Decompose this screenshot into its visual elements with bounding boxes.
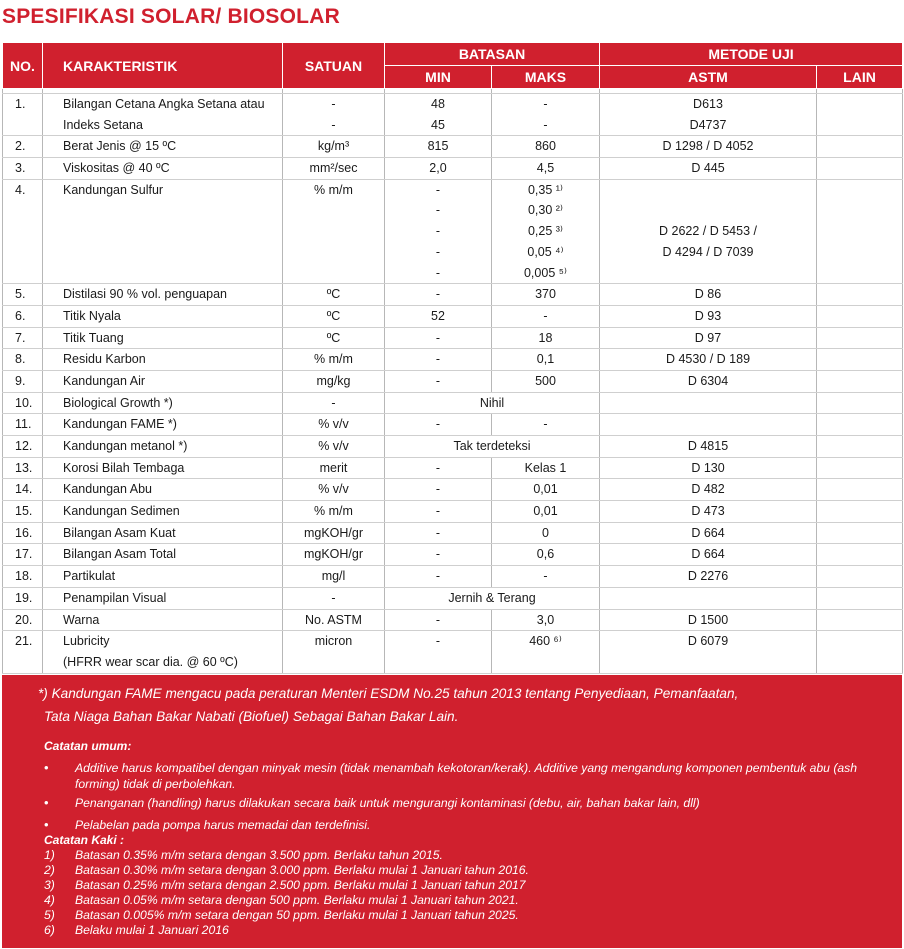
karakteristik-cell: Kandungan Air [43, 370, 283, 392]
header-astm: ASTM [600, 66, 817, 89]
spec-row [3, 544, 903, 566]
karakteristik-cell: Distilasi 90 % vol. penguapan [43, 284, 283, 306]
astm-cell: D 4530 / D 189 [600, 349, 817, 371]
general-note-item: • Additive harus kompatibel dengan minyak mesin (tidak menambah kekotoran/kerak). Additive yang mengandung komponen pembentuk abu (ash forming) tidak di perbolehkan. [44, 760, 858, 791]
min-cell: - - - - - [385, 179, 492, 283]
spec-row [3, 327, 903, 349]
lain-cell [817, 94, 903, 136]
karakteristik-cell: Bilangan Cetana Angka Setana atau Indeks Setana [43, 94, 283, 136]
spec-row [3, 349, 903, 371]
min-cell: - [385, 609, 492, 631]
karakteristik-cell: Kandungan Abu [43, 479, 283, 501]
maks-cell: 500 [492, 370, 600, 392]
min-cell: - [385, 370, 492, 392]
footnote-item: 6) Belaku mulai 1 Januari 2016 [44, 923, 229, 937]
lain-cell [817, 284, 903, 306]
spec-row [3, 436, 903, 458]
astm-cell: D 93 [600, 305, 817, 327]
row-number: 5. [3, 284, 43, 306]
satuan-cell: ºC [283, 305, 385, 327]
row-number: 20. [3, 609, 43, 631]
astm-cell: D613 D4737 [600, 94, 817, 136]
maks-cell: 370 [492, 284, 600, 306]
min-cell: 52 [385, 305, 492, 327]
row-number: 9. [3, 370, 43, 392]
astm-cell: D 1298 / D 4052 [600, 136, 817, 158]
notes-panel [2, 675, 902, 948]
satuan-cell: mg/l [283, 566, 385, 588]
row-number: 6. [3, 305, 43, 327]
astm-cell: D 482 [600, 479, 817, 501]
lain-cell [817, 631, 903, 673]
min-cell: - [385, 284, 492, 306]
maks-cell: Kelas 1 [492, 457, 600, 479]
header-lain: LAIN [817, 66, 903, 89]
lain-cell [817, 327, 903, 349]
karakteristik-cell: Titik Tuang [43, 327, 283, 349]
min-cell: - [385, 349, 492, 371]
min-cell: 2,0 [385, 158, 492, 180]
min-cell: - [385, 479, 492, 501]
catatan-umum-title: Catatan umum: [44, 739, 132, 753]
min-cell: - [385, 457, 492, 479]
min-cell: - [385, 631, 492, 673]
header-no: NO. [3, 43, 43, 89]
karakteristik-cell: Lubricity (HFRR wear scar dia. @ 60 ºC) [43, 631, 283, 673]
spec-table [2, 42, 903, 674]
lain-cell [817, 479, 903, 501]
row-number: 1. [3, 94, 43, 136]
header-maks: MAKS [492, 66, 600, 89]
maks-cell: - [492, 414, 600, 436]
astm-cell: D 445 [600, 158, 817, 180]
lain-cell [817, 457, 903, 479]
maks-cell: 860 [492, 136, 600, 158]
spec-row [3, 414, 903, 436]
min-cell: - [385, 414, 492, 436]
satuan-cell: % v/v [283, 436, 385, 458]
satuan-cell: ºC [283, 327, 385, 349]
astm-cell: D 664 [600, 522, 817, 544]
karakteristik-cell: Kandungan Sedimen [43, 501, 283, 523]
satuan-cell: - [283, 392, 385, 414]
lain-cell [817, 522, 903, 544]
header-batasan: BATASAN [385, 43, 600, 66]
astm-cell: D 473 [600, 501, 817, 523]
spec-row [3, 305, 903, 327]
lain-cell [817, 414, 903, 436]
header-min: MIN [385, 66, 492, 89]
maks-cell: 3,0 [492, 609, 600, 631]
astm-cell: D 664 [600, 544, 817, 566]
satuan-cell: % m/m [283, 501, 385, 523]
spec-row [3, 631, 903, 673]
row-number: 15. [3, 501, 43, 523]
maks-cell: 4,5 [492, 158, 600, 180]
karakteristik-cell: Titik Nyala [43, 305, 283, 327]
row-number: 12. [3, 436, 43, 458]
spec-row [3, 566, 903, 588]
astm-cell: D 130 [600, 457, 817, 479]
general-note-item: • Penanganan (handling) harus dilakukan secara baik untuk mengurangi kontaminasi (debu, air, bahan bakar lain, dll) [44, 795, 700, 810]
astm-cell: D 97 [600, 327, 817, 349]
lain-cell [817, 436, 903, 458]
astm-cell: D 2276 [600, 566, 817, 588]
spec-table-body [3, 89, 903, 674]
row-number: 3. [3, 158, 43, 180]
karakteristik-cell: Residu Karbon [43, 349, 283, 371]
row-number: 21. [3, 631, 43, 673]
spec-row [3, 609, 903, 631]
footnote-item: 5) Batasan 0.005% m/m setara dengan 50 ppm. Berlaku mulai 1 Januari tahun 2025. [44, 908, 519, 922]
batasan-span-cell: Nihil [385, 392, 600, 414]
maks-cell: 0,01 [492, 501, 600, 523]
page-title: SPESIFIKASI SOLAR/ BIOSOLAR [2, 5, 340, 28]
maks-cell: 0,01 [492, 479, 600, 501]
lain-cell [817, 587, 903, 609]
satuan-cell: % m/m [283, 179, 385, 283]
spec-row [3, 457, 903, 479]
spec-row [3, 94, 903, 136]
karakteristik-cell: Viskositas @ 40 ºC [43, 158, 283, 180]
karakteristik-cell: Partikulat [43, 566, 283, 588]
satuan-cell: micron [283, 631, 385, 673]
spec-row [3, 370, 903, 392]
lain-cell [817, 370, 903, 392]
min-cell: - [385, 327, 492, 349]
astm-cell: D 1500 [600, 609, 817, 631]
row-number: 7. [3, 327, 43, 349]
spec-row [3, 284, 903, 306]
astm-cell: D 6079 [600, 631, 817, 673]
satuan-cell: mgKOH/gr [283, 522, 385, 544]
astm-cell: D 86 [600, 284, 817, 306]
header-karakteristik: KARAKTERISTIK [43, 43, 283, 89]
row-number: 17. [3, 544, 43, 566]
spec-row [3, 158, 903, 180]
spec-row [3, 392, 903, 414]
lain-cell [817, 136, 903, 158]
satuan-cell: ºC [283, 284, 385, 306]
lain-cell [817, 179, 903, 283]
lain-cell [817, 158, 903, 180]
astm-cell: D 4815 [600, 436, 817, 458]
min-cell: - [385, 501, 492, 523]
header-satuan: SATUAN [283, 43, 385, 89]
astm-cell [600, 414, 817, 436]
row-number: 10. [3, 392, 43, 414]
footnote-item: 1) Batasan 0.35% m/m setara dengan 3.500 ppm. Berlaku tahun 2015. [44, 848, 443, 862]
header-metode-uji: METODE UJI [600, 43, 903, 66]
karakteristik-cell: Bilangan Asam Total [43, 544, 283, 566]
row-number: 4. [3, 179, 43, 283]
astm-cell [600, 392, 817, 414]
general-note-item: • Pelabelan pada pompa harus memadai dan terdefinisi. [44, 817, 371, 832]
fame-note [38, 682, 878, 728]
maks-cell: - [492, 566, 600, 588]
fame-note-line: Tata Niaga Bahan Bakar Nabati (Biofuel) Sebagai Bahan Bakar Lain. [44, 709, 459, 724]
maks-cell: - [492, 305, 600, 327]
satuan-cell: mg/kg [283, 370, 385, 392]
satuan-cell: % v/v [283, 479, 385, 501]
row-number: 11. [3, 414, 43, 436]
row-number: 14. [3, 479, 43, 501]
maks-cell: 0,6 [492, 544, 600, 566]
satuan-cell: % m/m [283, 349, 385, 371]
astm-cell: D 2622 / D 5453 / D 4294 / D 7039 [600, 179, 817, 283]
satuan-cell: kg/m³ [283, 136, 385, 158]
satuan-cell: merit [283, 457, 385, 479]
maks-cell: 0,1 [492, 349, 600, 371]
lain-cell [817, 501, 903, 523]
karakteristik-cell: Bilangan Asam Kuat [43, 522, 283, 544]
lain-cell [817, 305, 903, 327]
astm-cell: D 6304 [600, 370, 817, 392]
row-number: 13. [3, 457, 43, 479]
maks-cell: 0,35 ¹⁾ 0,30 ²⁾ 0,25 ³⁾ 0,05 ⁴⁾ 0,005 ⁵⁾ [492, 179, 600, 283]
batasan-span-cell: Tak terdeteksi [385, 436, 600, 458]
catatan-kaki-title: Catatan Kaki : [44, 833, 125, 847]
lain-cell [817, 544, 903, 566]
row-number: 16. [3, 522, 43, 544]
lain-cell [817, 566, 903, 588]
min-cell: - [385, 566, 492, 588]
spec-row [3, 522, 903, 544]
row-number: 8. [3, 349, 43, 371]
lain-cell [817, 609, 903, 631]
footnote-item: 2) Batasan 0.30% m/m setara dengan 3.000 ppm. Berlaku mulai 1 Januari tahun 2016. [44, 863, 529, 877]
row-number: 18. [3, 566, 43, 588]
satuan-cell: - - [283, 94, 385, 136]
footnote-item: 3) Batasan 0.25% m/m setara dengan 2.500 ppm. Berlaku mulai 1 Januari tahun 2017 [44, 878, 526, 892]
spec-row [3, 587, 903, 609]
karakteristik-cell: Korosi Bilah Tembaga [43, 457, 283, 479]
karakteristik-cell: Warna [43, 609, 283, 631]
spec-row [3, 136, 903, 158]
satuan-cell: No. ASTM [283, 609, 385, 631]
bullet-icon: • [44, 795, 49, 810]
maks-cell: 0 [492, 522, 600, 544]
bullet-icon: • [44, 817, 49, 832]
satuan-cell: - [283, 587, 385, 609]
row-number: 2. [3, 136, 43, 158]
min-cell: 815 [385, 136, 492, 158]
spec-row [3, 479, 903, 501]
lain-cell [817, 392, 903, 414]
karakteristik-cell: Biological Growth *) [43, 392, 283, 414]
min-cell: 48 45 [385, 94, 492, 136]
astm-cell [600, 587, 817, 609]
bullet-icon: • [44, 760, 49, 775]
maks-cell: 18 [492, 327, 600, 349]
maks-cell: 460 ⁶⁾ [492, 631, 600, 673]
batasan-span-cell: Jernih & Terang [385, 587, 600, 609]
lain-cell [817, 349, 903, 371]
karakteristik-cell: Kandungan metanol *) [43, 436, 283, 458]
karakteristik-cell: Berat Jenis @ 15 ºC [43, 136, 283, 158]
spec-row [3, 501, 903, 523]
row-number: 19. [3, 587, 43, 609]
karakteristik-cell: Kandungan FAME *) [43, 414, 283, 436]
maks-cell: - - [492, 94, 600, 136]
fame-note-line: *) Kandungan FAME mengacu pada peraturan Menteri ESDM No.25 tahun 2013 tentang Penyediaan, Pemanfaatan, [38, 686, 739, 701]
min-cell: - [385, 522, 492, 544]
karakteristik-cell: Penampilan Visual [43, 587, 283, 609]
min-cell: - [385, 544, 492, 566]
satuan-cell: % v/v [283, 414, 385, 436]
footnote-item: 4) Batasan 0.05% m/m setara dengan 500 ppm. Berlaku mulai 1 Januari tahun 2021. [44, 893, 519, 907]
satuan-cell: mm²/sec [283, 158, 385, 180]
karakteristik-cell: Kandungan Sulfur [43, 179, 283, 283]
satuan-cell: mgKOH/gr [283, 544, 385, 566]
spec-row [3, 179, 903, 283]
